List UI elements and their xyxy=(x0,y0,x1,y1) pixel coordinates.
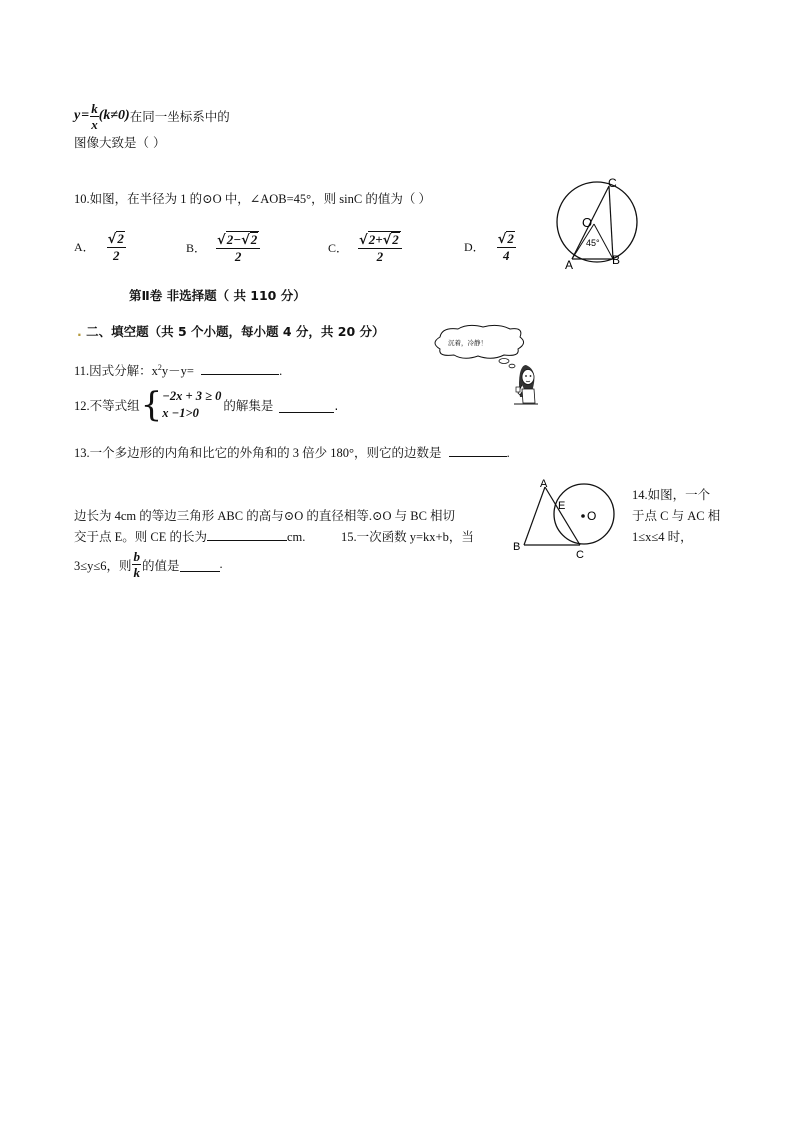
q10-option-d-label: D． xyxy=(464,240,485,254)
q13-text: 13.一个多边形的内角和比它的外角和的 3 倍少 180°，则它的边数是 xyxy=(74,446,442,460)
q10-option-a-num: 2 xyxy=(117,231,124,246)
q15-text: 15.一次函数 y=kx+b，当 xyxy=(341,530,474,544)
q15-frac-num: b xyxy=(133,549,140,564)
q9-formula-cond: (k≠0) xyxy=(98,108,130,123)
q14-line2-a: 交于点 E。则 CE 的长为 xyxy=(74,530,207,544)
q9-text-a: 在同一坐标系中的 xyxy=(129,109,230,124)
q12-brace: { xyxy=(140,385,163,425)
q9-text-b: 图像大致是（ ） xyxy=(74,135,166,150)
q10-segment-bc xyxy=(609,186,613,259)
q10-option-a-fraction: $\frac{√2}{2}$ xyxy=(107,231,124,263)
q12-line1: −2x + 3 ≥ 0 xyxy=(162,389,222,403)
q14-side-ac xyxy=(545,487,580,545)
q10-option-b-num-op: − xyxy=(233,232,242,247)
q10-option-d xyxy=(464,231,516,262)
q10-option-c-label: C． xyxy=(328,240,349,255)
q15-period: . xyxy=(219,557,223,571)
q12-period: . xyxy=(334,397,339,413)
q14-center-dot xyxy=(581,514,585,518)
q10-circle xyxy=(557,182,637,262)
q14-label-e: E xyxy=(558,500,566,512)
q9-formula-fraction xyxy=(90,102,99,131)
q15-fraction xyxy=(132,550,141,579)
q10-label-b: B xyxy=(612,253,621,267)
q14-side-ab xyxy=(524,487,545,545)
q14-answer-blank[interactable] xyxy=(207,540,287,541)
q10-option-b-label: B． xyxy=(186,240,207,255)
q10-question: 10.如图，在半径为 1 的⊙O 中，∠AOB=45°，则 sinC 的值为（ ） xyxy=(74,192,431,206)
q9-frac-num: k xyxy=(91,100,98,116)
q14-right-1: 14.如图，一个 xyxy=(632,488,711,502)
q10-option-d-num: 2 xyxy=(507,231,514,246)
q15-answer-blank[interactable] xyxy=(180,557,220,572)
q10-option-b xyxy=(186,231,260,263)
q14-label-o: O xyxy=(587,509,597,523)
q14-circle xyxy=(554,484,614,544)
q10-option-d-den: 4 xyxy=(503,248,510,263)
q12 xyxy=(74,385,339,425)
q10-label-angle: 45° xyxy=(586,238,600,248)
q15-line3 xyxy=(74,550,223,579)
q14-label-a: A xyxy=(540,478,548,490)
q12-prefix: 12.不等式组 xyxy=(74,399,140,413)
section2-title: 第Ⅱ卷 非选择题（ 共 110 分） xyxy=(129,288,306,303)
q10-option-b-num-b: 2 xyxy=(250,232,258,247)
q15-frac-den: k xyxy=(133,565,140,580)
q14-right-2: 于点 C 与 AC 相 xyxy=(632,509,721,523)
q10-option-c-num-op: + xyxy=(375,232,383,247)
q14-right-3: 1≤x≤4 时， xyxy=(632,530,693,544)
q11-sup: 2 xyxy=(157,362,162,372)
q10-label-c: C xyxy=(608,176,617,190)
part2-title: 二、填空题（共 5 个小题，每小题 4 分，共 20 分） xyxy=(81,324,385,339)
q12-line2: x −1>0 xyxy=(162,406,199,420)
q9-frac-den: x xyxy=(91,116,98,132)
part2-heading xyxy=(77,322,385,340)
q15-line3-b: 的值是 xyxy=(141,558,180,573)
q10-option-b-fraction: $\frac{√2-√2}{2}$ xyxy=(216,231,260,263)
q13-answer-blank[interactable] xyxy=(449,456,507,457)
q14-label-c: C xyxy=(576,549,584,561)
part2-dot: . xyxy=(77,324,82,339)
q14-line2 xyxy=(74,527,305,545)
q11 xyxy=(74,361,282,379)
q9-formula-y: y xyxy=(74,108,81,123)
q11-prefix: 11.因式分解：x xyxy=(74,364,158,378)
q13-period: . xyxy=(506,446,510,460)
q10-label-a: A xyxy=(565,258,574,272)
q10-option-c-num-a: 2 xyxy=(368,232,376,247)
q14-line1: 边长为 4cm 的等边三角形 ABC 的高与⊙O 的直径相等.⊙O 与 BC 相切 xyxy=(74,509,456,523)
q10-option-a-label: A． xyxy=(74,240,95,254)
bubble-text: 沉着，冷静！ xyxy=(448,339,487,347)
calm-cartoon xyxy=(428,323,538,407)
q11-suffix: y－y= xyxy=(161,364,194,378)
q15-line3-a: 3≤y≤6，则 xyxy=(74,558,132,573)
q11-period: . xyxy=(279,364,283,378)
q10-option-c-den: 2 xyxy=(376,249,384,264)
q11-answer-blank[interactable] xyxy=(201,374,279,375)
q9-formula-eq: = xyxy=(81,108,90,123)
q12-system xyxy=(162,388,221,422)
q10-circle-figure xyxy=(548,176,648,272)
q10-option-c-fraction: $\frac{√2+√2}{2}$ xyxy=(358,231,402,263)
cartoon-girl-icon xyxy=(514,365,538,404)
q10-option-a xyxy=(74,231,126,262)
q10-option-c xyxy=(328,231,402,263)
q10-option-b-den: 2 xyxy=(234,249,242,264)
q12-suffix: 的解集是 xyxy=(223,398,274,413)
q13 xyxy=(74,443,510,461)
q9-line1 xyxy=(74,98,230,134)
q14-line2-b: cm. xyxy=(286,530,306,544)
q14-triangle-figure xyxy=(508,476,620,562)
q12-answer-blank[interactable] xyxy=(279,398,334,413)
q10-option-a-den: 2 xyxy=(113,248,120,263)
q10-option-d-fraction: $\frac{√2}{4}$ xyxy=(497,231,514,263)
q10-option-b-num-a: 2 xyxy=(226,232,234,247)
q10-option-c-num-b: 2 xyxy=(392,232,399,247)
q10-label-o: O xyxy=(582,215,593,230)
q14-label-b: B xyxy=(513,541,521,553)
